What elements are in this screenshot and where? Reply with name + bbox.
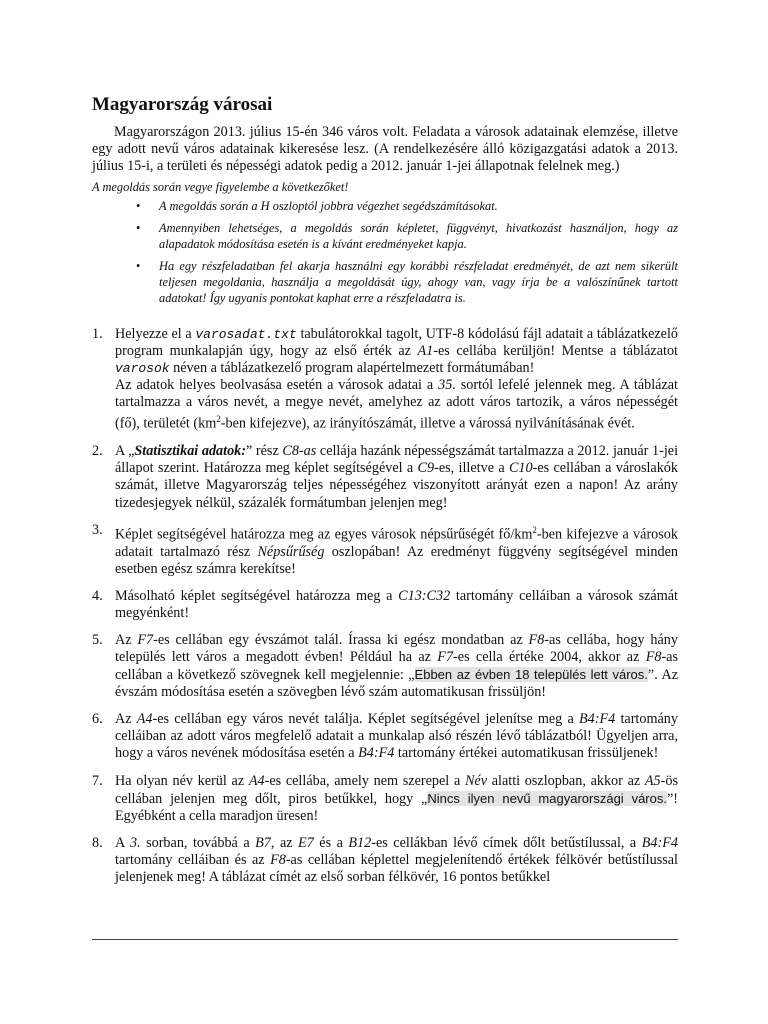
task-number: 4.	[92, 587, 103, 604]
task-number: 1.	[92, 326, 103, 342]
intro-paragraph: Magyarországon 2013. július 15-én 346 város volt. Feladata a városok adatainak elemzése, illetve egy adott nevű város adatainak kikeresése lesz. (A rendelkezésére álló közigazgatási adatok a 2013. július 15-i, a területi és népességi adatok pedig a 2012. január 1-jei állapotnak felelnek meg.)	[92, 124, 678, 174]
instruction-item: • A megoldás során a H oszloptól jobbra végezhet segédszámításokat.	[136, 199, 498, 213]
task-item-2: 2. A „Statisztikai adatok:” rész C8-as cellája hazánk népességszámát tartalmazza a 2012. január 1-jei állapot szerint. Határozza meg képlet segítségével a C9-es, illetve a C10-es cellában a városlakók számát, illetve Magyarország teljes népességéhez viszonyított arányát ezen a napon! Az arány tizedesjegyek nélkül, százalék formátumban jelenjen meg!	[92, 443, 679, 511]
task-item-4: 4. Másolható képlet segítségével határozza meg a C13:C32 tartomány celláiban a városok számát megyénként!	[92, 587, 678, 621]
task-number: 5.	[92, 631, 103, 648]
bullet-icon: •	[136, 259, 141, 273]
task-item-1: 1. Helyezze el a varosadat.txt tabulátorokkal tagolt, UTF-8 kódolású fájl adatait a táblázatkezelő program munkalapján úgy, hogy az első érték az A1-es cellába kerüljön! Mentse a táblázatot varosok néven a táblázatkezelő program alapértelmezett formátumában! Az adatok helyes beolvasása esetén a városok adatai a 35. sortól lefelé jelennek meg. A táblázat tartalmazza a város nevét, a megye nevét, amelyhez az adott város tartozik, a város népességét (fő), területét ($km^2$-ben kifejezve), az irányítószámát, illetve a várossá nyilvánításának évét.	[92, 326, 679, 433]
task-number: 2.	[92, 443, 103, 460]
instructions-heading: A megoldás során vegye figyelembe a következőket!	[92, 180, 349, 194]
task-number: 3.	[92, 521, 103, 538]
task-item-8: 8. A 3. sorban, továbbá a B7, az E7 és a B12-es cellákban lévő címek dőlt betűstílussal, a B4:F4 tartomány celláiban és az F8-as cellában képlettel megjelenítendő értékek félkövér betűstílussal jelenjenek meg! A táblázat címét az első sorban félkövér, 16 pontos betűkkel	[92, 834, 678, 885]
instruction-item: • Amennyiben lehetséges, a megoldás során képletet, függvényt, hivatkozást használjon, hogy az alapadatok módosítása esetén is a kívánt eredményeket kapja.	[136, 221, 678, 251]
example-text: Ebben az évben 18 település lett város.	[414, 667, 648, 683]
task-item-6: 6. Az A4-es cellában egy város nevét találja. Képlet segítségével jelenítse meg a B4:F4 tartomány celláiban az adott város megfelelő adatait a munkalap alsó részén lévő táblázatból! Ügyeljen arra, hogy a város nevének módosítása esetén a B4:F4 tartomány értékei automatikusan frissüljenek!	[92, 711, 678, 762]
instruction-item: • Ha egy részfeladatban fel akarja használni egy korábbi részfeladat eredményét, de azt nem sikerült teljesen megoldania, használja a megoldását úgy, ahogy van, vagy írja be a valószínűnek tartott adatokat! Így ugyanis pontokat kaphat erre a részfeladatra is.	[136, 259, 678, 305]
task-item-7: 7. Ha olyan név kerül az A4-es cellába, amely nem szerepel a Név alatti oszlopban, akkor az A5-ös cellában jelenjen meg dőlt, piros betűkkel, hogy „Nincs ilyen nevű magyarországi város.”! Egyébként a cella maradjon üresen!	[92, 772, 678, 824]
sheet-name: varosok	[115, 361, 170, 377]
task-item-3: 3. Képlet segítségével határozza meg az egyes városok népsűrűségét $fő/km^2$-ben kifejezve a városok adatait tartalmazó rész Népsűrűség oszlopában! Az eredményt függvény segítségével minden esetben egész számra kerekítse!	[92, 521, 678, 577]
footer-divider	[92, 939, 678, 940]
task-number: 6.	[92, 711, 103, 728]
task-number: 7.	[92, 772, 103, 789]
page-title: Magyarország városai	[92, 94, 273, 115]
bullet-icon: •	[136, 199, 141, 213]
task-item-5: 5. Az F7-es cellában egy évszámot talál. Írassa ki egész mondatban az F8-as cellába, hogy hány település lett város a megadott évben! Például ha az F7-es cella értéke 2004, akkor az F8-as cellában a következő szövegnek kell megjelennie: „Ebben az évben 18 település lett város.”. Az évszám módosítása esetén a szövegben lévő szám automatikusan frissüljön!	[92, 631, 678, 701]
document-page	[92, 94, 678, 896]
task-number: 8.	[92, 834, 103, 851]
bullet-icon: •	[136, 221, 141, 235]
file-name: varosadat.txt	[195, 327, 297, 342]
task-list	[92, 326, 678, 886]
example-text: Nincs ilyen nevű magyarországi város.	[427, 790, 667, 806]
instructions-list	[92, 198, 678, 306]
